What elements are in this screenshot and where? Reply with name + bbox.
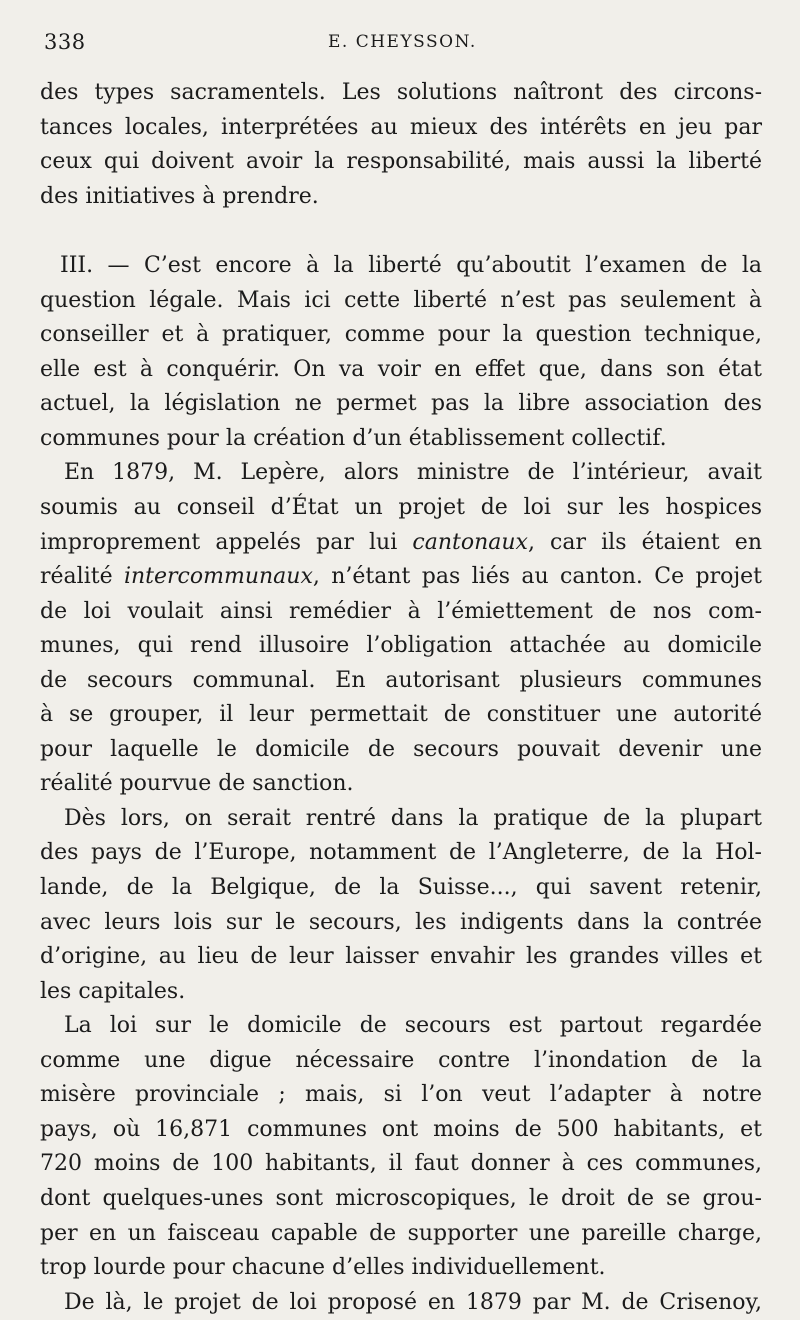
text-line — [40, 491, 762, 526]
text-segment: de secours communal. En autorisant plusieurs communes — [40, 667, 762, 693]
text-line — [40, 1078, 762, 1113]
text-line — [40, 422, 762, 457]
text-line — [40, 1286, 762, 1320]
text-line — [40, 1044, 762, 1079]
text-segment: , n’étant pas liés au canton. Ce projet — [312, 564, 763, 590]
text-segment: per en un faisceau capable de supporter une pareille charge, — [40, 1220, 762, 1246]
text-segment: 720 moins de 100 habitants, il faut donner à ces communes, — [40, 1151, 762, 1177]
page-number: 338 — [44, 30, 86, 54]
text-segment: pays, où 16,871 communes ont moins de 500 habitants, et — [40, 1116, 762, 1142]
text-line — [40, 526, 762, 561]
text-segment: des initiatives à prendre. — [40, 183, 319, 209]
text-segment: improprement appelés par lui — [40, 529, 413, 555]
italic-text: intercommunaux — [123, 564, 313, 590]
text-segment: En 1879, M. Lepère, alors ministre de l’intérieur, avait — [64, 460, 762, 486]
text-line — [40, 975, 762, 1010]
text-segment: à se grouper, il leur permettait de constituer une autorité — [40, 702, 762, 728]
text-segment: réalité pourvue de sanction. — [40, 771, 354, 797]
text-segment: De là, le projet de loi proposé en 1879 par M. de Crisenoy, — [64, 1289, 762, 1315]
text-segment: de loi voulait ainsi remédier à l’émiettement de nos com- — [40, 598, 762, 624]
text-segment: réalité — [40, 564, 124, 590]
text-line — [40, 906, 762, 941]
text-line — [40, 595, 762, 630]
running-head: E. CHEYSSON. — [328, 32, 477, 52]
text-line — [40, 698, 762, 733]
text-segment: lande, de la Belgique, de la Suisse..., qui savent retenir, — [40, 875, 762, 901]
text-line — [40, 387, 762, 422]
text-segment: les capitales. — [40, 978, 186, 1004]
text-segment: actuel, la législation ne permet pas la libre association des — [40, 391, 762, 417]
text-line — [40, 871, 762, 906]
text-line — [40, 1113, 762, 1148]
text-line — [40, 249, 762, 284]
text-line — [40, 318, 762, 353]
text-line — [40, 180, 762, 215]
text-line — [40, 1009, 762, 1044]
text-segment: conseiller et à pratiquer, comme pour la question technique, — [40, 322, 762, 348]
text-segment: avec leurs lois sur le secours, les indigents dans la contrée — [40, 909, 762, 935]
text-segment: elle est à conquérir. On va voir en effet que, dans son état — [40, 356, 762, 382]
italic-text: cantonaux — [412, 529, 528, 555]
text-segment: d’origine, au lieu de leur laisser envahir les grandes villes et — [40, 944, 762, 970]
text-line — [40, 284, 762, 319]
text-line — [40, 802, 762, 837]
text-segment: pour laquelle le domicile de secours pouvait devenir une — [40, 736, 762, 762]
text-line — [40, 145, 762, 180]
text-line — [40, 76, 762, 111]
text-segment: misère provinciale ; mais, si l’on veut l’adapter à notre — [40, 1082, 762, 1108]
page-header — [44, 30, 760, 66]
text-segment: des pays de l’Europe, notamment de l’Angleterre, de la Hol- — [40, 840, 762, 866]
text-line — [40, 733, 762, 768]
text-segment: trop lourde pour chacune d’elles individuellement. — [40, 1255, 606, 1281]
text-line — [40, 1147, 762, 1182]
text-segment: III. — C’est encore à la liberté qu’aboutit l’examen de la — [60, 253, 762, 279]
text-line — [40, 560, 762, 595]
body-text — [40, 76, 762, 1320]
text-line — [40, 629, 762, 664]
text-segment: comme une digue nécessaire contre l’inondation de la — [40, 1047, 762, 1073]
text-segment: soumis au conseil d’État un projet de loi sur les hospices — [40, 495, 762, 521]
text-segment: question légale. Mais ici cette liberté n’est pas seulement à — [40, 287, 762, 313]
text-segment: munes, qui rend illusoire l’obligation attachée au domicile — [40, 633, 762, 659]
text-line — [40, 767, 762, 802]
text-segment: dont quelques-unes sont microscopiques, le droit de se grou- — [40, 1185, 762, 1211]
text-segment: ceux qui doivent avoir la responsabilité, mais aussi la liberté — [40, 149, 762, 175]
text-line — [40, 1217, 762, 1252]
text-line — [40, 1251, 762, 1286]
text-segment: tances locales, interprétées au mieux des intérêts en jeu par — [40, 114, 762, 140]
text-segment: Dès lors, on serait rentré dans la pratique de la plupart — [64, 805, 762, 831]
text-line — [40, 836, 762, 871]
text-line — [40, 353, 762, 388]
text-segment: des types sacramentels. Les solutions naîtront des circons- — [40, 80, 762, 105]
text-segment: communes pour la création d’un établissement collectif. — [40, 425, 667, 451]
text-line — [40, 664, 762, 699]
text-line — [40, 1182, 762, 1217]
text-line — [40, 111, 762, 146]
text-line — [40, 940, 762, 975]
text-line — [40, 456, 762, 491]
text-segment: La loi sur le domicile de secours est partout regardée — [64, 1013, 762, 1039]
paragraph-gap — [40, 214, 762, 249]
text-segment: , car ils étaient en — [527, 529, 762, 555]
